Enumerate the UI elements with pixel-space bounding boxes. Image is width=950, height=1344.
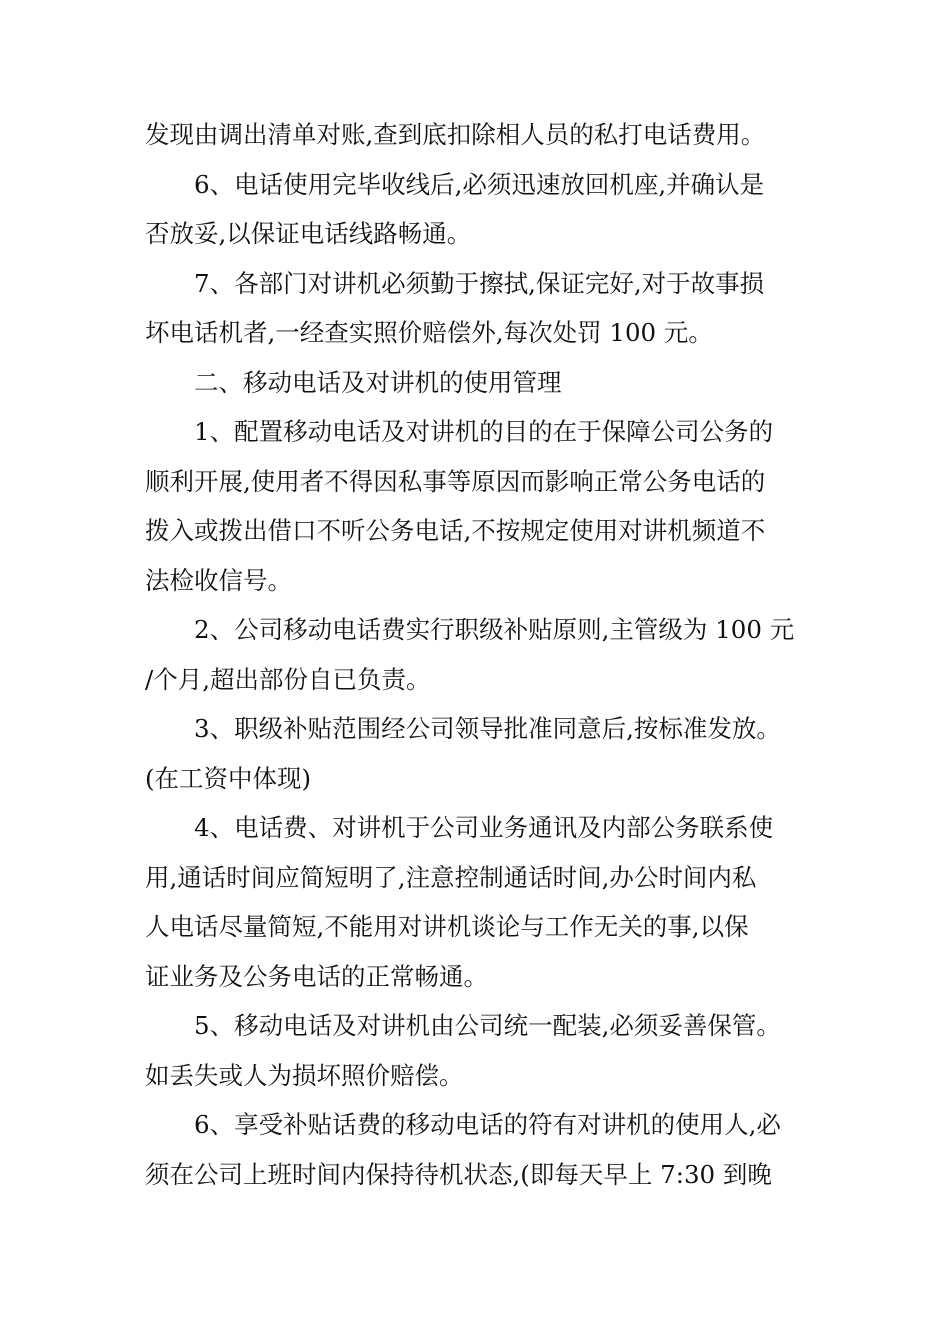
- document-body: [145, 110, 810, 1199]
- text-line-8: 顺利开展,使用者不得因私事等原因而影响正常公务电话的: [145, 466, 766, 496]
- text-line-5: 坏电话机者,一经查实照价赔偿外,每次处罚 100 元。: [145, 318, 713, 347]
- text-line-3: 否放妥,以保证电话线路畅通。: [145, 219, 472, 248]
- text-line-20: 如丢失或人为损坏照价赔偿。: [145, 1060, 464, 1090]
- text-line-14: (在工资中体现): [145, 763, 312, 793]
- text-line-7: 1、配置移动电话及对讲机的目的在于保障公司公务的: [194, 417, 774, 446]
- text-line-12: /个月,超出部份自已负责。: [145, 664, 431, 694]
- text-line-18: 证业务及公务电话的正常畅通。: [145, 961, 488, 991]
- text-line-21: 6、享受补贴话费的移动电话的符有对讲机的使用人,必: [194, 1110, 781, 1139]
- text-line-17: 人电话尽量简短,不能用对讲机谈论与工作无关的事,以保: [145, 912, 749, 941]
- text-line-19: 5、移动电话及对讲机由公司统一配装,必须妥善保管。: [194, 1011, 781, 1040]
- text-line-2: 6、电话使用完毕收线后,必须迅速放回机座,并确认是: [194, 169, 765, 199]
- section-heading: 二、移动电话及对讲机的使用管理: [194, 367, 562, 397]
- text-line-13: 3、职级补贴范围经公司领导批准同意后,按标准发放。: [194, 714, 781, 743]
- text-line-10: 法检收信号。: [145, 565, 292, 595]
- text-line-4: 7、各部门对讲机必须勤于擦拭,保证完好,对于故事损: [194, 268, 765, 298]
- text-line-16: 用,通话时间应简短明了,注意控制通话时间,办公时间内私: [145, 862, 757, 892]
- text-line-22: 须在公司上班时间内保持待机状态,(即每天早上 7:30 到晚: [145, 1159, 772, 1189]
- text-line-9: 拨入或拨出借口不听公务电话,不按规定使用对讲机频道不: [145, 516, 766, 545]
- text-line-11: 2、公司移动电话费实行职级补贴原则,主管级为 100 元: [194, 615, 795, 644]
- text-line-1: 发现由调出清单对账,查到底扣除相人员的私打电话费用。: [145, 120, 766, 149]
- text-line-15: 4、电话费、对讲机于公司业务通讯及内部公务联系使: [194, 813, 774, 842]
